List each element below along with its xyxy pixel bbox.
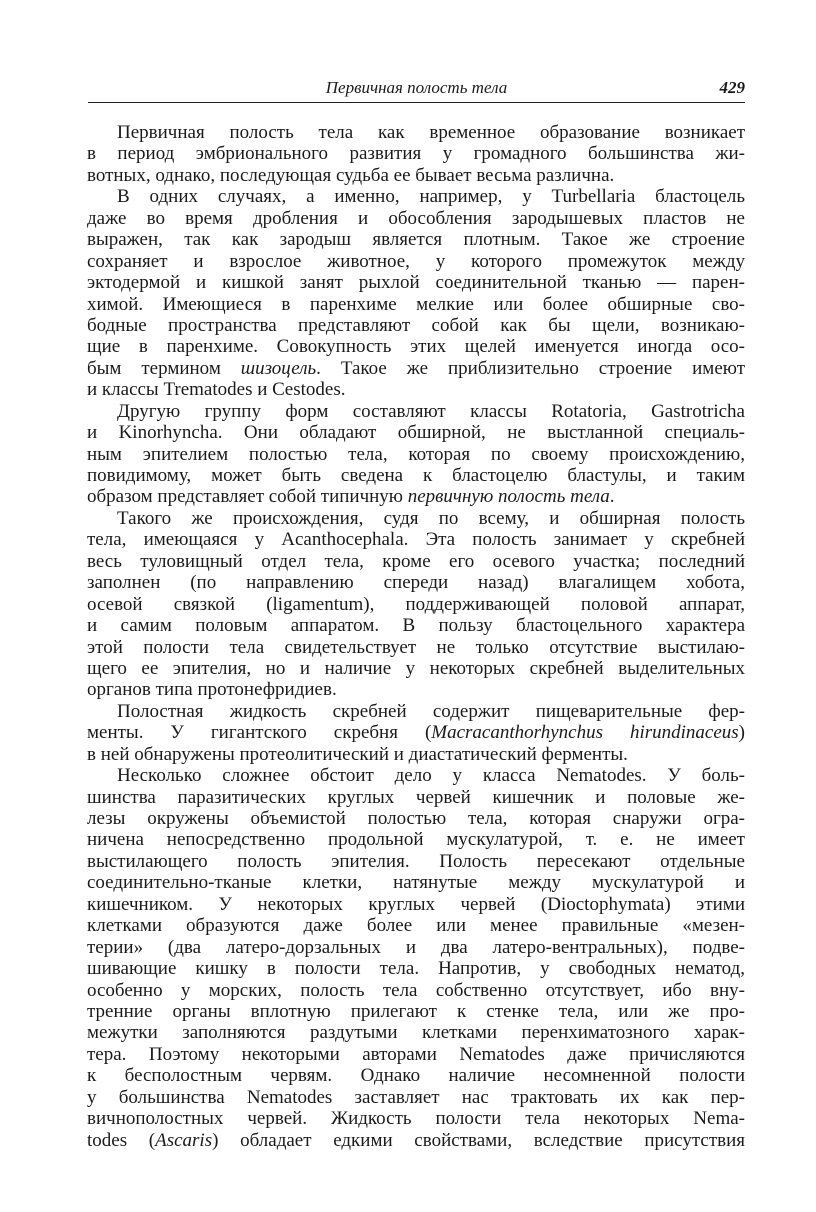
text-segment: кишечником. У некоторых круглых червей (Dioctophymata) этими: [87, 893, 745, 915]
text-segment: Полостная жидкость скребней содержит пищеварительные фер-: [117, 700, 745, 722]
text-segment: Первичная полость тела как временное образование возникает: [117, 122, 745, 143]
text-line: [87, 1087, 745, 1108]
text-line: [87, 937, 745, 958]
text-segment: химой. Имеющиеся в паренхиме мелкие или более обширные сво-: [87, 293, 745, 315]
text-segment: ным эпителием полостью тела, которая по своему происхождению,: [87, 443, 745, 465]
text-segment: и Kinorhyncha. Они обладают обширной, не выстланной специаль-: [87, 422, 745, 444]
text-line: [87, 165, 745, 186]
text-line: [87, 744, 745, 765]
text-segment: менты. У гигантского скребня (: [87, 722, 432, 744]
paragraph: [87, 508, 745, 701]
text-line: [87, 615, 745, 636]
text-line: [87, 894, 745, 915]
text-segment: к бесполостным червям. Однако наличие несомненной полости: [87, 1065, 745, 1087]
text-segment: . Такое же приблизительно строение имеют: [316, 357, 745, 379]
text-segment: сохраняет и взрослое животное, у которого промежуток между: [87, 250, 745, 272]
text-segment: даже во время дробления и обособления зародышевых пластов не: [87, 207, 745, 229]
text-line: [87, 722, 745, 743]
text-line: [87, 572, 745, 593]
text-line: [87, 1022, 745, 1043]
text-segment: лезы окружены объемистой полостью тела, которая снаружи огра-: [87, 808, 745, 829]
paragraph: [87, 186, 745, 400]
text-line: [87, 229, 745, 250]
header-rule: [88, 102, 745, 103]
text-line: [87, 465, 745, 486]
text-segment: бым термином: [87, 357, 241, 379]
text-line: [87, 272, 745, 293]
text-segment: Другую группу форм составляют классы Rotatoria, Gastrotricha: [117, 400, 745, 422]
text-segment: шивающие кишку в полости тела. Напротив, у свободных нематод,: [87, 958, 745, 980]
text-line: [87, 1065, 745, 1086]
paragraph: [87, 122, 745, 186]
text-line: [87, 980, 745, 1001]
text-line: [87, 336, 745, 357]
text-line: [87, 401, 745, 422]
paragraph: [87, 701, 745, 765]
text-line: [87, 787, 745, 808]
text-line: [87, 1108, 745, 1129]
text-line: [87, 872, 745, 893]
text-segment: и классы Trematodes и Cestodes.: [87, 379, 346, 401]
italic-term: Macracanthorhynchus hirundinaceus: [431, 722, 739, 744]
text-line: [87, 508, 745, 529]
text-segment: в ней обнаружены протеолитический и диастатический ферменты.: [87, 743, 628, 765]
text-line: [87, 186, 745, 207]
text-segment: щие в паренхиме. Совокупность этих щелей именуется иногда осо-: [87, 336, 745, 358]
text-line: [87, 551, 745, 572]
text-segment: осевой связкой (ligamentum), поддерживающей половой аппарат,: [87, 593, 745, 615]
text-segment: межутки заполняются раздутыми клетками перенхиматозного харак-: [87, 1022, 745, 1044]
text-line: [87, 315, 745, 336]
text-line: [87, 422, 745, 443]
text-segment: тера. Поэтому некоторыми авторами Nematodes даже причисляются: [87, 1043, 745, 1065]
text-segment: щего ее эпителия, но и наличие у некоторых скребней выделительных: [87, 657, 745, 679]
italic-term: Ascaris: [155, 1129, 213, 1151]
text-segment: .: [609, 486, 615, 508]
text-line: [87, 529, 745, 550]
text-line: [87, 829, 745, 850]
text-line: [87, 915, 745, 936]
text-line: [87, 701, 745, 722]
text-segment: бодные пространства представляют собой как бы щели, возникаю-: [87, 314, 745, 336]
text-line: [87, 765, 745, 786]
text-line: [87, 143, 745, 164]
text-segment: выражен, так как зародыш является плотным. Такое же строение: [87, 229, 745, 251]
text-segment: В одних случаях, а именно, например, у Turbellaria бластоцель: [117, 186, 745, 208]
italic-term: шизоцель: [240, 357, 317, 379]
text-line: [87, 658, 745, 679]
text-line: [87, 294, 745, 315]
text-segment: и самим половым аппаратом. В пользу бластоцельного характера: [87, 615, 745, 637]
text-line: [87, 379, 745, 400]
text-segment: тренние органы вплотную прилегают к стенке тела, или же про-: [87, 1000, 745, 1022]
text-segment: Такого же происхождения, судя по всему, и обширная полость: [117, 507, 745, 529]
text-segment: клетками образуются даже более или менее правильные «мезен-: [87, 915, 745, 937]
text-segment: вотных, однако, последующая судьба ее бывает весьма различна.: [87, 164, 615, 186]
text-line: [87, 808, 745, 829]
text-segment: ): [738, 722, 745, 744]
text-segment: органов типа протонефридиев.: [87, 679, 337, 701]
text-line: [87, 1044, 745, 1065]
running-header: [88, 78, 745, 100]
text-segment: терии» (два латеро-дорзальных и два латеро-вентральных), подве-: [87, 936, 745, 958]
text-segment: у большинства Nematodes заставляет нас трактовать их как пер-: [87, 1086, 745, 1108]
text-segment: шинства паразитических круглых червей кишечник и половые же-: [87, 786, 745, 808]
text-segment: повидимому, может быть сведена к бластоцелю бластулы, и таким: [87, 465, 745, 486]
italic-term: первичную полость тела: [407, 486, 610, 508]
running-header-title: Первичная полость тела: [325, 78, 508, 97]
text-line: [87, 486, 745, 507]
text-line: [87, 358, 745, 379]
text-line: [87, 122, 745, 143]
text-segment: вичнополостных червей. Жидкость полости тела некоторых Nema-: [87, 1108, 745, 1130]
text-segment: ничена непосредственно продольной мускулатурой, т. е. не имеет: [87, 829, 745, 851]
text-segment: весь туловищный отдел тела, кроме его осевого участка; последний: [87, 550, 745, 572]
text-segment: ) обладает едкими свойствами, вследствие присутствия: [212, 1129, 746, 1151]
text-segment: в период эмбрионального развития у громадного большинства жи-: [87, 143, 745, 165]
text-segment: Несколько сложнее обстоит дело у класса Nematodes. У боль-: [117, 765, 745, 787]
text-line: [87, 444, 745, 465]
text-segment: заполнен (по направлению спереди назад) влагалищем хобота,: [87, 572, 745, 594]
text-segment: тела, имеющаяся у Acanthocephala. Эта полость занимает у скребней: [87, 529, 745, 551]
page-number: 429: [719, 78, 745, 97]
text-segment: эктодермой и кишкой занят рыхлой соединительной тканью — парен-: [87, 272, 745, 294]
text-line: [87, 208, 745, 229]
text-line: [87, 594, 745, 615]
text-segment: этой полости тела свидетельствует не только отсутствие выстилаю-: [87, 636, 745, 658]
text-line: [87, 679, 745, 700]
body-text: [87, 122, 745, 1151]
text-line: [87, 637, 745, 658]
text-line: [87, 851, 745, 872]
text-segment: особенно у морских, полость тела собственно отсутствует, ибо вну-: [87, 979, 745, 1001]
text-line: [87, 958, 745, 979]
text-segment: todes (: [87, 1129, 156, 1151]
text-line: [87, 1001, 745, 1022]
text-segment: соединительно-тканые клетки, натянутые между мускулатурой и: [87, 872, 745, 894]
text-segment: образом представляет собой типичную: [87, 486, 408, 508]
paragraph: [87, 401, 745, 508]
text-segment: выстилающего полость эпителия. Полость пересекают отдельные: [87, 850, 745, 872]
text-line: [87, 251, 745, 272]
text-line: [87, 1130, 745, 1151]
paragraph: [87, 765, 745, 1151]
